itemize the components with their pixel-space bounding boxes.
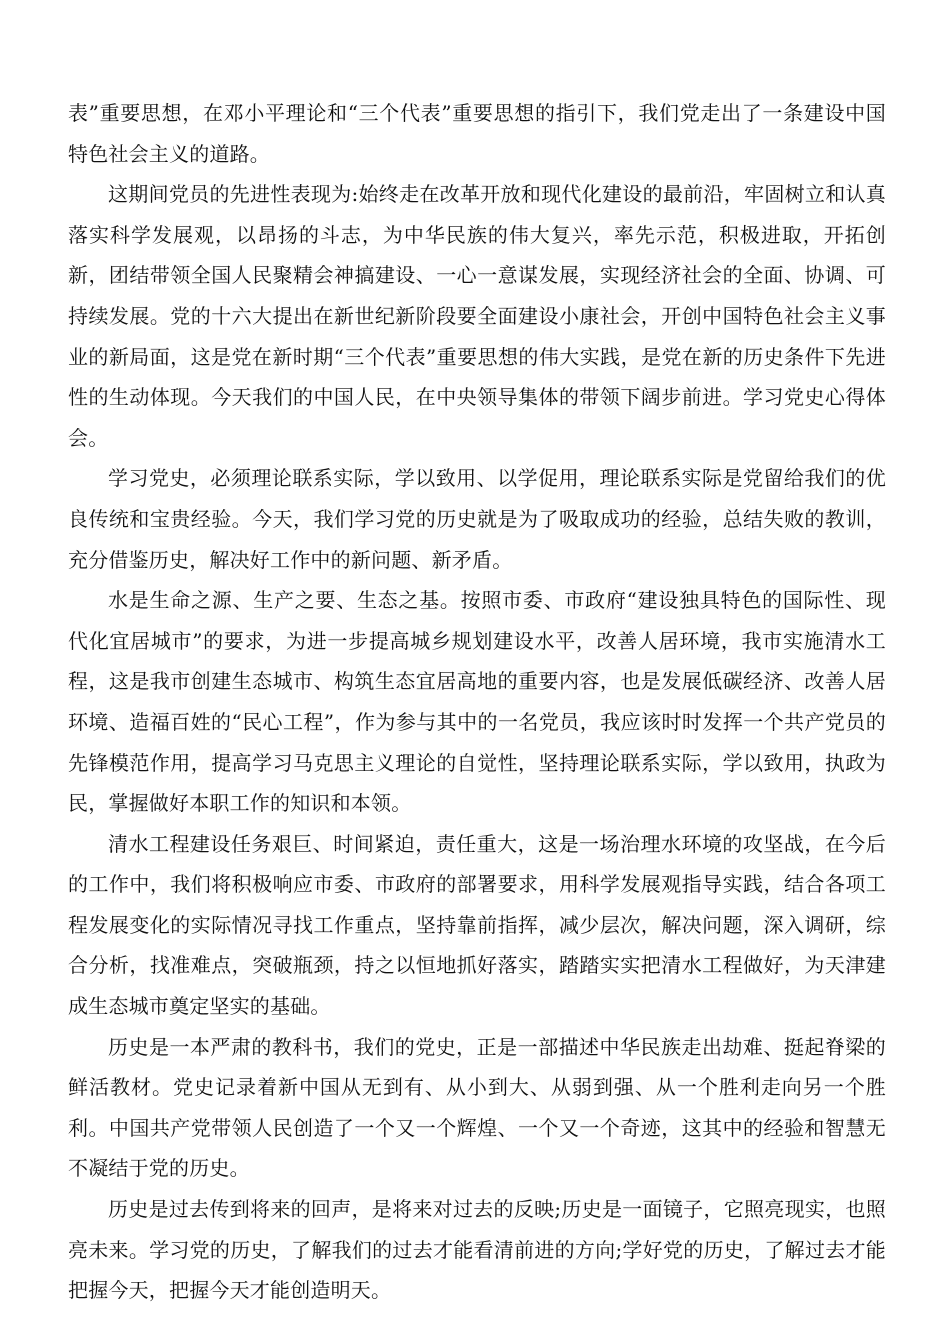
paragraph-history-textbook: 历史是一本严肃的教科书，我们的党史，正是一部描述中华民族走出劫难、挺起脊梁的鲜活教材。党史记录着新中国从无到有、从小到大、从弱到强、从一个胜利走向另一个胜利。中国共产党带领人民创造了一个又一个辉煌、一个又一个奇迹，这其中的经验和智慧无不凝结于党的历史。 (68, 1034, 886, 1181)
paragraph-party-member-advancement: 这期间党员的先进性表现为:始终走在改革开放和现代化建设的最前沿，牢固树立和认真落实科学发展观，以昂扬的斗志，为中华民族的伟大复兴，率先示范，积极进取，开拓创新，团结带领全国人民聚精会神搞建设、一心一意谋发展，实现经济社会的全面、协调、可持续发展。党的十六大提出在新世纪新阶段要全面建设小康社会，开创中国特色社会主义事业的新局面，这是党在新时期“三个代表”重要思想的伟大实践，是党在新的历史条件下先进性的生动体现。今天我们的中国人民，在中央领导集体的带领下阔步前进。学习党史心得体会。 (68, 182, 886, 450)
paragraph-clean-water-project: 水是生命之源、生产之要、生态之基。按照市委、市政府“建设独具特色的国际性、现代化宜居城市”的要求，为进一步提高城乡规划建设水平，改善人居环境，我市实施清水工程，这是我市创建生态城市、构筑生态宜居高地的重要内容，也是发展低碳经济、改善人居环境、造福百姓的“民心工程”，作为参与其中的一名党员，我应该时时发挥一个共产党员的先锋模范作用，提高学习马克思主义理论的自觉性，坚持理论联系实际，学以致用，执政为民，掌握做好本职工作的知识和本领。 (68, 588, 886, 816)
paragraph-continuation: 表”重要思想，在邓小平理论和“三个代表”重要思想的指引下，我们党走出了一条建设中国特色社会主义的道路。 (68, 101, 886, 166)
paragraph-project-tasks: 清水工程建设任务艰巨、时间紧迫，责任重大，这是一场治理水环境的攻坚战，在今后的工作中，我们将积极响应市委、市政府的部署要求，用科学发展观指导实践，结合各项工程发展变化的实际情况寻找工作重点，坚持靠前指挥，减少层次，解决问题，深入调研，综合分析，找准难点，突破瓶颈，持之以恒地抓好落实，踏踏实实把清水工程做好，为天津建成生态城市奠定坚实的基础。 (68, 831, 886, 1019)
paragraph-theory-practice: 学习党史，必须理论联系实际，学以致用、以学促用，理论联系实际是党留给我们的优良传统和宝贵经验。今天，我们学习党的历史就是为了吸取成功的经验，总结失败的教训，充分借鉴历史，解决好工作中的新问题、新矛盾。 (68, 466, 886, 572)
paragraph-history-mirror: 历史是过去传到将来的回声，是将来对过去的反映;历史是一面镜子，它照亮现实，也照亮未来。学习党的历史，了解我们的过去才能看清前进的方向;学好党的历史，了解过去才能把握今天，把握今天才能创造明天。 (68, 1197, 886, 1303)
document-body (68, 93, 886, 1311)
